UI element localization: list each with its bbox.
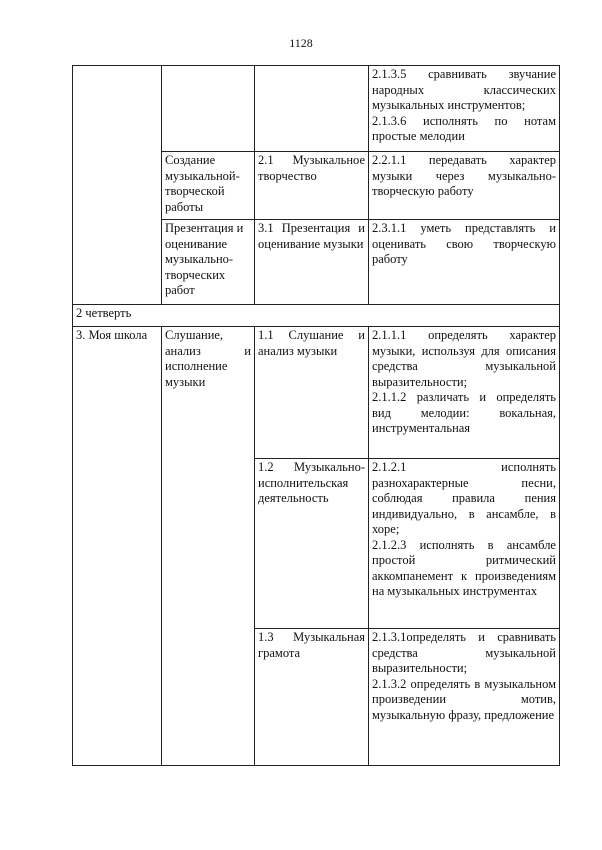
goal-cell: 1.1 Слушание и анализ музыки (255, 327, 369, 459)
section-cell (73, 66, 162, 305)
table-row (73, 66, 560, 152)
curriculum-table (72, 65, 560, 766)
section-cell: 3. Моя школа (73, 327, 162, 766)
goal-cell: 3.1 Презентация и оценивание музыки (255, 220, 369, 305)
objective-text: 2.1.3.5 сравнивать звучание народных классических музыкальных инструментов; (372, 67, 556, 112)
objective-text: 2.1.2.1 исполнять разнохарактерные песни, соблюдая правила пения индивидуально, в ансамбле, в хоре; (372, 460, 556, 536)
objective-text: 2.3.1.1 уметь представлять и оценивать свою творческую работу (372, 221, 556, 266)
page-number: 1128 (289, 36, 313, 50)
subsection-cell (162, 66, 255, 152)
goal-cell: 2.1 Музыкальное творчество (255, 152, 369, 220)
quarter-label: 2 четверть (73, 305, 560, 327)
objectives-cell (369, 220, 560, 305)
table-row (73, 327, 560, 459)
goal-cell: 1.3 Музыкальная грамота (255, 629, 369, 766)
objective-text: 2.1.3.1определять и сравнивать средства музыкальной выразительности; (372, 630, 556, 675)
objective-text: 2.1.3.2 определять в музыкальном произведении мотив, музыкальную фразу, предложение (372, 676, 556, 722)
goal-cell: 1.2 Музыкально-исполнительская деятельность (255, 459, 369, 629)
objective-text: 2.2.1.1 передавать характер музыки через музыкально-творческую работу (372, 153, 556, 198)
subsection-cell: Создание музыкальной-творческой работы (162, 152, 255, 220)
objective-text: 2.1.3.6 исполнять по нотам простые мелодии (372, 113, 556, 143)
goal-cell (255, 66, 369, 152)
objective-text: 2.1.1.1 определять характер музыки, используя для описания средства музыкальной выразительности; (372, 328, 556, 389)
subsection-cell: Слушание, анализ и исполнение музыки (162, 327, 255, 766)
objectives-cell (369, 459, 560, 629)
objective-text: 2.1.1.2 различать и определять вид мелодии: вокальная, инструментальная (372, 390, 556, 435)
objective-text: 2.1.2.3 исполнять в ансамбле простой ритмический аккомпанемент к произведениям на музыкальных инструментах (372, 537, 556, 598)
table-row (73, 305, 560, 327)
subsection-cell: Презентация и оценивание музыкально-творческих работ (162, 220, 255, 305)
objectives-cell (369, 152, 560, 220)
objectives-cell (369, 629, 560, 766)
objectives-cell (369, 66, 560, 152)
objectives-cell (369, 327, 560, 459)
